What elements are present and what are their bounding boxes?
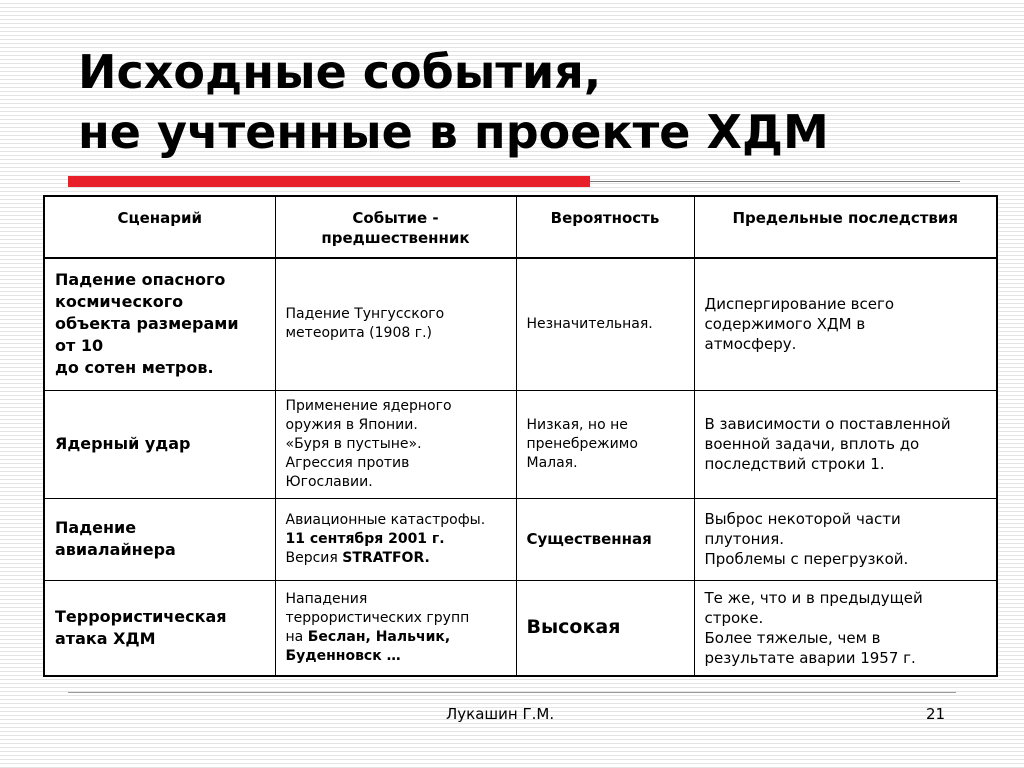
- header-event: Событие - предшественник: [275, 196, 516, 258]
- cell-consequences: В зависимости о поставленной военной задачи, вплоть до последствий строки 1.: [694, 390, 997, 498]
- event-line: Авиационные катастрофы.: [285, 511, 486, 528]
- table-header-row: [44, 196, 997, 258]
- cell-event: [275, 580, 516, 676]
- header-consequences: Предельные последствия: [694, 196, 997, 258]
- title-line-2: не учтенные в проекте ХДМ: [78, 105, 829, 159]
- footer-divider: [68, 692, 956, 693]
- event-text: на: [285, 628, 308, 645]
- event-text-bold: Беслан, Нальчик, Буденновск …: [285, 628, 451, 664]
- event-text: Версия: [285, 549, 343, 566]
- cell-probability: Существенная: [516, 498, 694, 580]
- cell-event: Применение ядерного оружия в Японии. «Буря в пустыне». Агрессия против Югославии.: [275, 390, 516, 498]
- table-row: [44, 498, 997, 580]
- table-row: [44, 390, 997, 498]
- cell-scenario: Падение опасного космического объекта размерами от 10 до сотен метров.: [44, 258, 275, 390]
- header-scenario: Сценарий: [44, 196, 275, 258]
- cell-event: Падение Тунгусского метеорита (1908 г.): [275, 258, 516, 390]
- cell-consequences: Те же, что и в предыдущей строке. Более тяжелые, чем в результате аварии 1957 г.: [694, 580, 997, 676]
- header-probability: Вероятность: [516, 196, 694, 258]
- cell-consequences: Выброс некоторой части плутония. Проблемы с перегрузкой.: [694, 498, 997, 580]
- table-row: [44, 580, 997, 676]
- title-underline-red: [68, 176, 590, 187]
- slide-title: [78, 42, 978, 162]
- footer-author: Лукашин Г.М.: [446, 705, 555, 723]
- cell-probability: Низкая, но не пренебрежимо Малая.: [516, 390, 694, 498]
- event-line: Нападения террористических групп: [285, 590, 470, 626]
- title-line-1: Исходные события,: [78, 45, 602, 99]
- cell-event: [275, 498, 516, 580]
- event-text-bold: STRATFOR.: [342, 549, 430, 566]
- title-underline-thin: [590, 181, 960, 182]
- cell-probability: Незначительная.: [516, 258, 694, 390]
- events-table: [43, 195, 998, 677]
- page-number: 21: [926, 705, 946, 723]
- event-line: [286, 549, 506, 568]
- cell-scenario: Террористическая атака ХДМ: [44, 580, 275, 676]
- table-row: [44, 258, 997, 390]
- cell-scenario: Ядерный удар: [44, 390, 275, 498]
- cell-probability: Высокая: [516, 580, 694, 676]
- event-line: [286, 628, 506, 666]
- cell-consequences: Диспергирование всего содержимого ХДМ в атмосферу.: [694, 258, 997, 390]
- event-line-bold: 11 сентября 2001 г.: [285, 530, 445, 547]
- cell-scenario: Падение авиалайнера: [44, 498, 275, 580]
